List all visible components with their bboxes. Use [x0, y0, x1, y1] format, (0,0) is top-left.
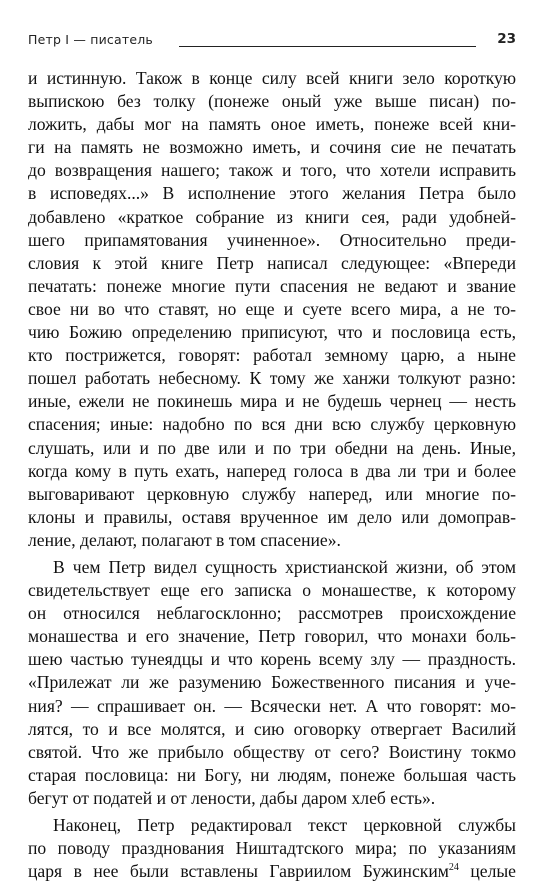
paragraph: [28, 556, 516, 810]
text-line: выговаривают церковную службу наперед, или многие по-: [28, 483, 516, 504]
paragraph: [28, 67, 516, 552]
text-line: иные, ежели не покинешь мира и не будешь чернец — несть: [28, 391, 516, 412]
text-line: словия к этой книге Петр написал следующее: «Впереди: [28, 252, 516, 273]
text-line: Наконец, Петр редактировал текст церковной службы: [53, 815, 516, 835]
text-line: выпискою без толку (понеже оный уже выше писан) по-: [28, 91, 516, 112]
text-line: слушать, или и по две или и по три обедни на день. Иные,: [28, 437, 516, 458]
text-line: кто пострижется, говорят: работал земному царю, а ныне: [28, 345, 516, 366]
text-line: клоны и правилы, оставя врученное им дело или домоправ-: [28, 506, 516, 527]
text-line: печатать: понеже многие пути спасения не ведают и звание: [28, 275, 516, 296]
text-line: он относился неблагосклонно; рассмотрев происхождение: [28, 603, 516, 624]
text-line: старая пословица: ни Богу, ни людям, понеже большая часть: [28, 764, 516, 785]
text-line: и истинную. Також в конце силу всей книги зело короткую: [28, 68, 516, 88]
text-line: [28, 860, 516, 883]
text-line: спасения; иные: надобно по вся дни всю службу церковную: [28, 414, 516, 435]
text-line: свидетельствует еще его записка о монашестве, к которому: [28, 580, 516, 601]
text-line: ния? — спрашивает он. — Всячески нет. А что говорят: мо-: [28, 695, 516, 716]
text-line: монашества и его значение, Петр говорил, что монахи боль-: [28, 626, 516, 647]
text-line: шего припамятования учиненное». Относительно преди-: [28, 229, 516, 250]
text-line: бегут от податей и от лености, дабы даром хлеб есть».: [28, 787, 436, 808]
text-line: «Прилежат ли же разумению Божественного писания и уче-: [28, 672, 516, 693]
text-line: святой. Что же прибыло обществу от сего? Воистину токмо: [28, 741, 516, 762]
footnote-ref[interactable]: 24: [448, 862, 459, 874]
text-line: когда кому в путь ехать, наперед голоса в два ли три и более: [28, 460, 516, 481]
text-line: шею частью тунеядцы и что корень всему злу — праздность.: [28, 649, 516, 670]
text-line: добавлено «краткое собрание из книги сея, ради удобней-: [28, 206, 516, 227]
text-line: ги на память не возможно иметь, и сочиня сие не печатать: [28, 137, 516, 158]
text-fragment: целые: [458, 861, 516, 882]
text-line: свое ни во что ставят, но еще и суете всего мира, а не то-: [28, 298, 516, 319]
page-number: 23: [497, 31, 516, 47]
text-fragment: царя в нее были вставлены Гавриилом Бужинским: [28, 861, 449, 882]
text-line: В чем Петр видел сущность христианской жизни, об этом: [53, 556, 516, 577]
running-header: [28, 32, 516, 52]
text-line: ложить, дабы мог на память оное иметь, понеже всей кни-: [28, 114, 516, 135]
paragraph: [28, 814, 516, 883]
body-text: [28, 67, 516, 883]
text-line: лятся, то и все молятся, и сию оговорку отвергает Василий: [28, 718, 516, 739]
text-line: пошел работать небесному. К тому же ханжи толкуют разно:: [28, 368, 516, 389]
text-line: чию Божию определению приписуют, что и пословица есть,: [28, 322, 516, 343]
running-title: Петр I — писатель: [28, 32, 153, 47]
header-rule: [179, 46, 476, 47]
text-line: в исповедях...» В исполнение этого желания Петра было: [28, 183, 516, 204]
text-line: ление, делают, полагают в том спасение».: [28, 529, 341, 550]
text-line: по поводу празднования Ништадтского мира; по указаниям: [28, 838, 516, 859]
text-line: до возвращения нашего; також и того, что хотели исправить: [28, 160, 516, 181]
